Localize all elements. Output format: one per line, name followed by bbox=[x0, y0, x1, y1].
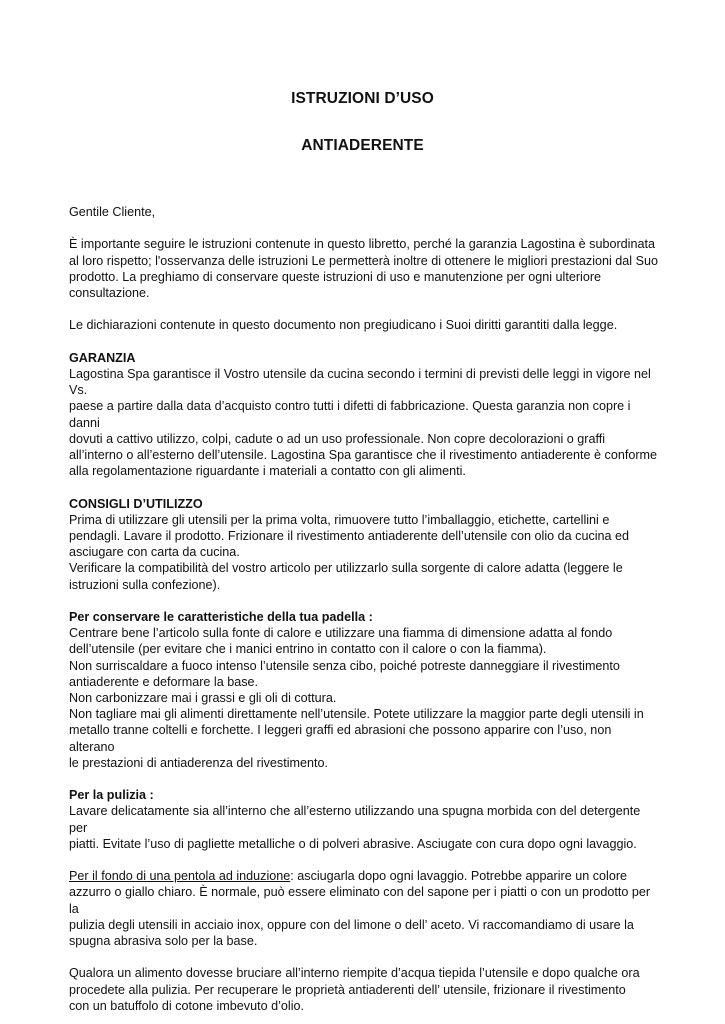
induzione-section bbox=[69, 868, 659, 949]
text-line: Prima di utilizzare gli utensili per la prima volta, rimuovere tutto l’imballaggio, etichette, cartellini e bbox=[69, 512, 610, 527]
text-line: Non carbonizzare mai i grassi e gli oli di cottura. bbox=[69, 691, 337, 706]
rights-paragraph: Le dichiarazioni contenute in questo documento non pregiudicano i Suoi diritti garantiti dalla legge. bbox=[69, 318, 618, 333]
conservare-heading: Per conservare le caratteristiche della tua padella : bbox=[69, 610, 373, 624]
spacer bbox=[69, 593, 659, 609]
text-line: pulizia degli utensili in acciaio inox, oppure con del limone o dell’ aceto. Vi raccomandiamo di usare la bbox=[69, 917, 634, 932]
text-line: istruzioni sulla confezione). bbox=[69, 577, 221, 592]
text-line: metallo tranne coltelli e forchette. I leggeri graffi ed abrasioni che possono apparire con l’uso, non alterano bbox=[69, 723, 612, 754]
spacer bbox=[69, 301, 659, 317]
text-line: azzurro o giallo chiaro. È normale, può essere eliminato con del sapone per i piatti o con un prodotto per la bbox=[69, 885, 651, 916]
text-line: pendagli. Lavare il prodotto. Frizionare il rivestimento antiaderente dell’utensile con olio da cucina ed bbox=[69, 529, 630, 543]
pulizia-section bbox=[69, 787, 659, 852]
pulizia-heading: Per la pulizia : bbox=[69, 788, 154, 803]
text-line: alla regolamentazione riguardante i materiali a contatto con gli alimenti. bbox=[69, 464, 466, 479]
text-line: all’interno o all’esterno dell’utensile. Lagostina Spa garantisce che il rivestimento antiaderente è conforme bbox=[69, 448, 658, 462]
text-line: Verificare la compatibilità del vostro articolo per utilizzarlo sulla sorgente di calore adatta (leggere le bbox=[69, 561, 623, 576]
spacer bbox=[69, 771, 659, 787]
text-line: Qualora un alimento dovesse bruciare all’interno riempite d’acqua tiepida l’utensile e dopo qualche ora bbox=[69, 966, 640, 981]
document-title: ISTRUZIONI D’USO bbox=[291, 90, 434, 107]
text-line: Non tagliare mai gli alimenti direttamente nell’utensile. Potete utilizzare la maggior parte degli utensili in bbox=[69, 707, 644, 722]
text-line: piatti. Evitate l’uso di pagliette metalliche o di polveri abrasive. Asciugate con cura dopo ogni lavaggio. bbox=[69, 836, 637, 851]
text-line: Lagostina Spa garantisce il Vostro utensile da cucina secondo i termini di previsti delle leggi in vigore nel Vs. bbox=[69, 366, 651, 398]
text-line bbox=[69, 868, 659, 884]
document-body bbox=[69, 204, 659, 1014]
text-line: procedete alla pulizia. Per recuperare le proprietà antiaderenti dell’ utensile, frizionare il rivestimento bbox=[69, 982, 626, 997]
text-line: paese a partire dalla data d’acquisto contro tutti i difetti di fabbricazione. Questa garanzia non copre i danni bbox=[69, 399, 631, 430]
spacer bbox=[69, 220, 659, 236]
garanzia-section bbox=[69, 350, 659, 480]
text-line: spugna abrasiva solo per la base. bbox=[69, 934, 258, 949]
text-line: dell’utensile (per evitare che i manici entrino in contatto con il calore o con la fiamma). bbox=[69, 642, 547, 657]
text-line: asciugare con carta da cucina. bbox=[69, 545, 240, 560]
consigli-section bbox=[69, 496, 659, 593]
text-line: consultazione. bbox=[69, 286, 150, 300]
conservare-section bbox=[69, 609, 659, 771]
text-line: con un batuffolo di cotone imbevuto d’olio. bbox=[69, 998, 305, 1013]
text-line: dovuti a cattivo utilizzo, colpi, cadute o ad un uso professionale. Non copre decolorazioni o graffi bbox=[69, 431, 606, 446]
spacer bbox=[69, 949, 659, 965]
induzione-first-line-rest: : asciugarla dopo ogni lavaggio. Potrebbe apparire un colore bbox=[290, 869, 628, 884]
document-subtitle: ANTIADERENTE bbox=[301, 137, 424, 154]
text-line: prodotto. La preghiamo di conservare queste istruzioni di uso e manutenzione per ogni ulteriore bbox=[69, 269, 602, 284]
intro-paragraph bbox=[69, 236, 659, 301]
greeting: Gentile Cliente, bbox=[69, 205, 156, 219]
spacer bbox=[69, 852, 659, 868]
consigli-heading: CONSIGLI D’UTILIZZO bbox=[69, 496, 203, 511]
text-line: Non surriscaldare a fuoco intenso l’utensile senza cibo, poiché potreste danneggiare il rivestimento bbox=[69, 658, 620, 673]
bruciato-section bbox=[69, 965, 659, 1014]
text-line: al loro rispetto; l'osservanza delle istruzioni Le permetterà inoltre di ottenere le migliori prestazioni dal Suo bbox=[69, 253, 659, 268]
text-line: le prestazioni di antiaderenza del rivestimento. bbox=[69, 755, 329, 770]
text-line: Lavare delicatamente sia all’interno che all’esterno utilizzando una spugna morbida con del detergente per bbox=[69, 804, 641, 835]
text-line: È importante seguire le istruzioni contenute in questo libretto, perché la garanzia Lagostina è subordinata bbox=[69, 237, 655, 252]
spacer bbox=[69, 479, 659, 495]
text-line: Centrare bene l’articolo sulla fonte di calore e utilizzare una fiamma di dimensione adatta al fondo bbox=[69, 626, 613, 641]
garanzia-heading: GARANZIA bbox=[69, 350, 136, 365]
spacer bbox=[69, 334, 659, 350]
text-line: antiaderente e deformare la base. bbox=[69, 674, 259, 689]
induzione-underlined-label: Per il fondo di una pentola ad induzione bbox=[69, 869, 291, 884]
